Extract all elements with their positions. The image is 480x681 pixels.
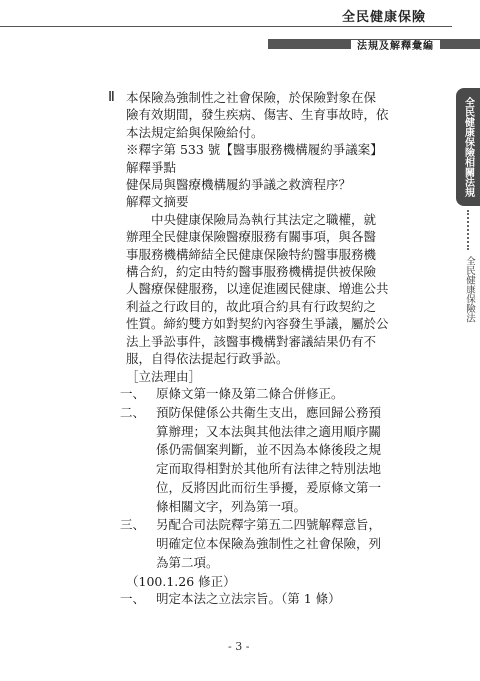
list-item (120, 404, 436, 517)
text-line: 法上爭訟事件，該醫事機構對審議結果仍有不 (126, 333, 377, 349)
header-title: 全民健康保險 (341, 10, 426, 25)
text-line: 中央健康保險局為執行其法定之職權，就 (151, 211, 377, 227)
text-line: 為第二項。 (156, 555, 219, 571)
reason-list (120, 385, 436, 573)
text-line: 原條文第一條及第二條合併修正。 (156, 385, 344, 401)
section-marker: Ⅱ (108, 90, 115, 105)
side-tab-active[interactable]: 全民健康保險相關法規 (456, 88, 480, 206)
text-line: 定而取得相對於其他所有法律之特別法地 (156, 461, 382, 477)
text-line: 性質。締約雙方如對契約內容發生爭議，屬於公 (126, 316, 389, 332)
amendment-date: （100.1.26 修正） (126, 573, 236, 589)
side-tab-inactive[interactable]: 全民健康保險法 (464, 256, 475, 323)
interpretation-reference: ※釋字第 533 號【醫事服務機構履約爭議案】 (126, 142, 383, 158)
reason-label: ［立法理由］ (126, 368, 202, 384)
text-line: 利益之行政目的，故此項合約具有行政契約之 (126, 298, 377, 314)
text-line: 服，自得依法提起行政爭訟。 (126, 351, 289, 367)
text-line: 構合約，約定由特約醫事服務機構提供被保險 (126, 264, 377, 280)
list-number: 二、 (120, 404, 146, 420)
text-line: 位，反將因此而衍生爭擾，爰原條文第一 (156, 479, 382, 495)
holding-text: 健保局與醫療機構履約爭議之救濟程序？ (126, 177, 352, 193)
list-number: 三、 (120, 517, 146, 533)
list-number: 一、 (120, 385, 146, 401)
text-line: 預防保健係公共衛生支出，應回歸公務預 (156, 404, 382, 420)
text-line: 本保險為強制性之社會保險，於保險對象在保 (126, 90, 377, 105)
text-line: 本法規定給與保險給付。 (126, 124, 264, 140)
main-content (108, 89, 436, 609)
paragraph-1 (126, 89, 436, 141)
side-tab-dots (467, 210, 471, 250)
text-line: 明確定位本保險為強制性之社會保險，列 (156, 536, 382, 552)
text-line: 事服務機構締結全民健康保險特約醫事服務機 (126, 246, 377, 262)
text-line: 算辦理；又本法與其他法律之適用順序關 (156, 423, 382, 439)
header-rule (0, 26, 452, 27)
summary-label: 解釋文摘要 (126, 194, 189, 210)
list-item (120, 590, 436, 609)
list-number: 一、 (120, 591, 146, 607)
page-number: - 3 - (228, 640, 250, 653)
text-line: 係仍需個案判斷，並不因為本條後段之規 (156, 442, 382, 458)
text-line: 明定本法之立法宗旨。（第 1 條） (156, 591, 341, 607)
text-line: 險有效期間，發生疾病、傷害、生育事故時，依 (126, 107, 389, 123)
text-line: 人醫療保健服務，以達促進國民健康、增進公共 (126, 281, 389, 297)
holding-label: 解釋爭點 (126, 159, 177, 175)
list-item (120, 385, 436, 404)
header-subtitle: 法規及解釋彙編 (351, 40, 440, 54)
list-item (120, 516, 436, 572)
text-line: 辦理全民健康保險醫療服務有關事項，與各醫 (126, 229, 377, 245)
summary-paragraph (126, 211, 436, 368)
text-line: 另配合司法院釋字第五二四號解釋意旨， (156, 517, 382, 533)
text-line: 條相關文字，列為第一項。 (156, 498, 307, 514)
